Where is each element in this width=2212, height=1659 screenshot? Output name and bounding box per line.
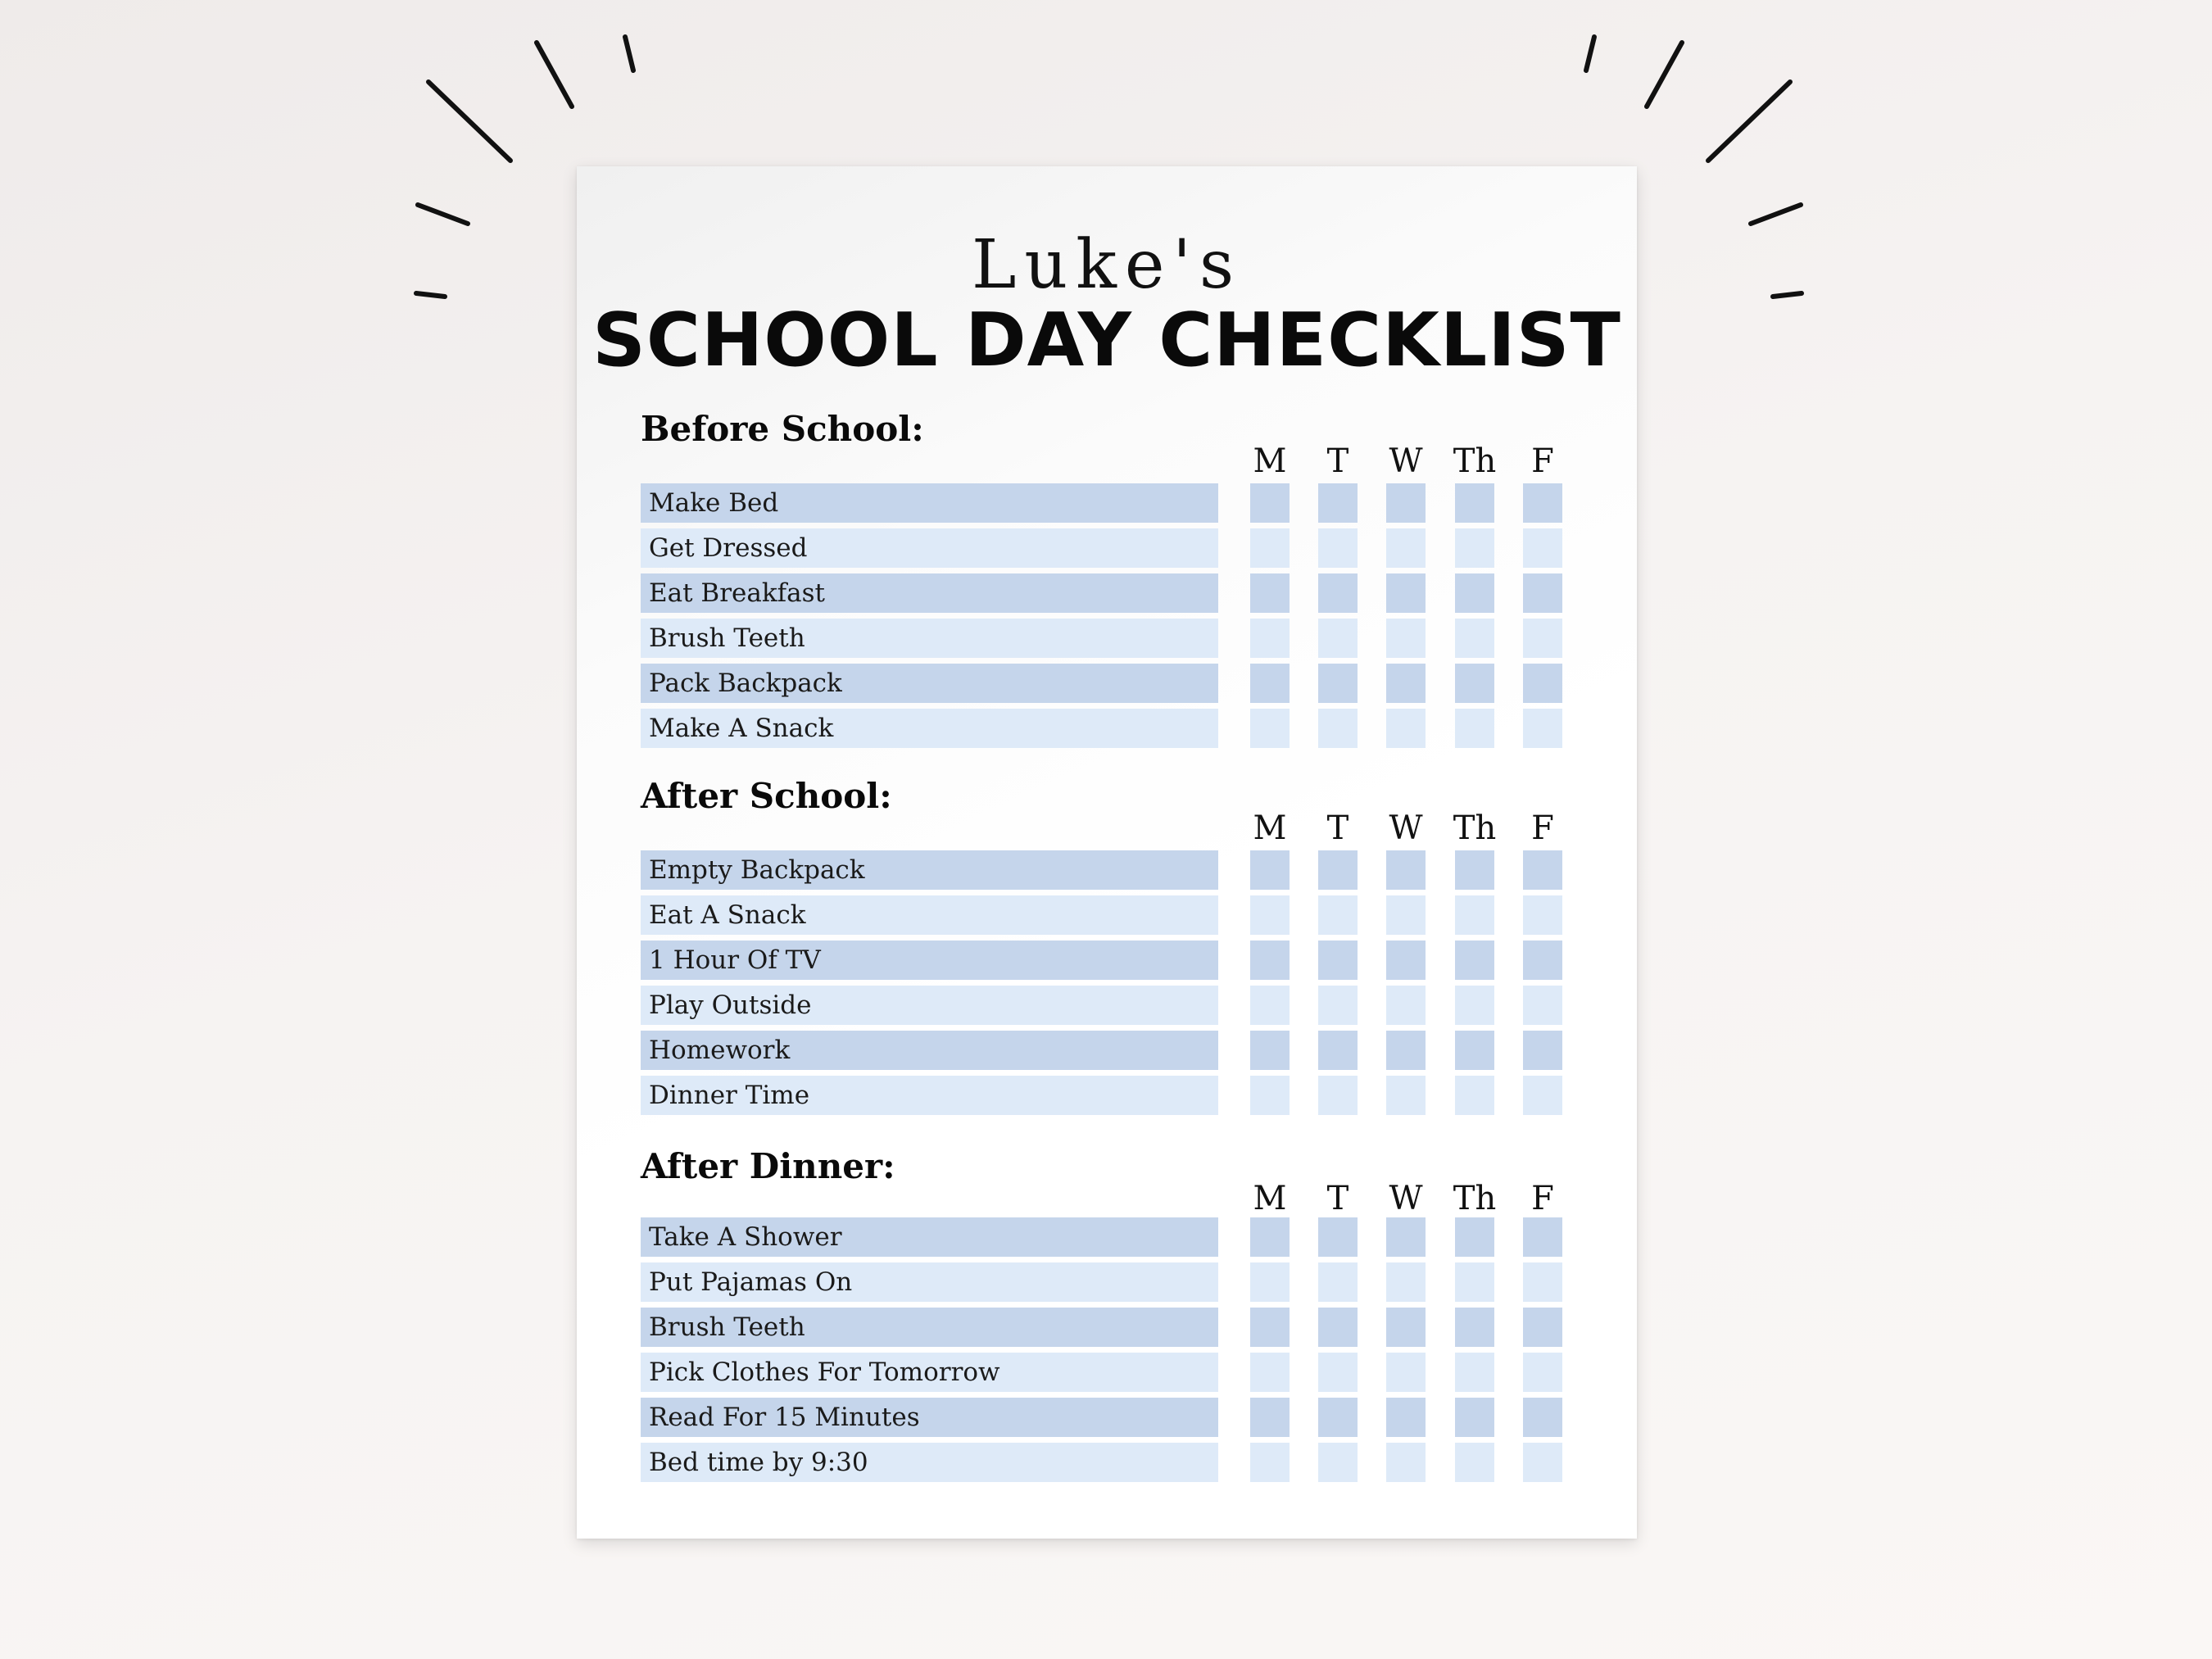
checkbox-thursday[interactable] (1455, 619, 1494, 658)
checkbox-wednesday[interactable] (1386, 1398, 1426, 1437)
task-row (641, 1262, 1562, 1302)
checklist-page (577, 166, 1637, 1539)
checkbox-wednesday[interactable] (1386, 1353, 1426, 1392)
task-label: Read For 15 Minutes (641, 1398, 1218, 1437)
checkbox-friday[interactable] (1523, 664, 1562, 703)
checkbox-tuesday[interactable] (1318, 1398, 1358, 1437)
checkbox-wednesday[interactable] (1386, 850, 1426, 890)
checkbox-wednesday[interactable] (1386, 619, 1426, 658)
checkbox-thursday[interactable] (1455, 1076, 1494, 1115)
checkbox-friday[interactable] (1523, 1031, 1562, 1070)
day-header-wednesday: W (1389, 442, 1423, 480)
day-header-tuesday: T (1326, 1180, 1349, 1217)
day-header-wednesday: W (1389, 809, 1423, 847)
checkbox-monday[interactable] (1250, 1308, 1290, 1347)
checkbox-friday[interactable] (1523, 986, 1562, 1025)
owner-name: Luke's (971, 226, 1243, 304)
checkbox-tuesday[interactable] (1318, 895, 1358, 935)
burst-line (1751, 205, 1801, 224)
checkbox-wednesday[interactable] (1386, 1076, 1426, 1115)
checkbox-thursday[interactable] (1455, 1308, 1494, 1347)
checkbox-thursday[interactable] (1455, 1262, 1494, 1302)
task-row (641, 664, 1562, 703)
burst-line (418, 205, 468, 224)
checkbox-tuesday[interactable] (1318, 483, 1358, 523)
checkbox-monday[interactable] (1250, 483, 1290, 523)
checkbox-thursday[interactable] (1455, 1353, 1494, 1392)
checkbox-monday[interactable] (1250, 573, 1290, 613)
checkbox-thursday[interactable] (1455, 1217, 1494, 1257)
day-header-wednesday: W (1389, 1180, 1423, 1217)
checkbox-tuesday[interactable] (1318, 664, 1358, 703)
checkbox-friday[interactable] (1523, 619, 1562, 658)
checkbox-friday[interactable] (1523, 528, 1562, 568)
task-label: Take A Shower (641, 1217, 1218, 1257)
checkbox-monday[interactable] (1250, 986, 1290, 1025)
day-header-tuesday: T (1326, 442, 1349, 480)
checkbox-tuesday[interactable] (1318, 941, 1358, 980)
burst-line (428, 82, 510, 161)
task-label: Homework (641, 1031, 1218, 1070)
checkbox-thursday[interactable] (1455, 1031, 1494, 1070)
task-row (641, 850, 1562, 890)
checkbox-tuesday[interactable] (1318, 619, 1358, 658)
task-row (641, 941, 1562, 980)
checkbox-friday[interactable] (1523, 1308, 1562, 1347)
checkbox-friday[interactable] (1523, 1217, 1562, 1257)
task-label: Eat A Snack (641, 895, 1218, 935)
task-label: Eat Breakfast (641, 573, 1218, 613)
checkbox-monday[interactable] (1250, 619, 1290, 658)
task-row (641, 619, 1562, 658)
checkbox-friday[interactable] (1523, 850, 1562, 890)
section-heading: After Dinner: (641, 1146, 895, 1186)
burst-line (625, 37, 633, 70)
checkbox-thursday[interactable] (1455, 850, 1494, 890)
task-label: Brush Teeth (641, 619, 1218, 658)
checkbox-wednesday[interactable] (1386, 573, 1426, 613)
day-header-monday: M (1253, 442, 1287, 480)
task-label: Bed time by 9:30 (641, 1443, 1218, 1482)
task-row (641, 709, 1562, 748)
checkbox-friday[interactable] (1523, 1262, 1562, 1302)
task-row (641, 483, 1562, 523)
task-row (641, 1398, 1562, 1437)
checkbox-thursday[interactable] (1455, 709, 1494, 748)
day-header-monday: M (1253, 1180, 1287, 1217)
checkbox-wednesday[interactable] (1386, 1443, 1426, 1482)
checkbox-wednesday[interactable] (1386, 895, 1426, 935)
task-row (641, 895, 1562, 935)
task-row (641, 1443, 1562, 1482)
checkbox-monday[interactable] (1250, 1353, 1290, 1392)
checkbox-friday[interactable] (1523, 941, 1562, 980)
task-label: Get Dressed (641, 528, 1218, 568)
checkbox-friday[interactable] (1523, 1398, 1562, 1437)
checkbox-wednesday[interactable] (1386, 1308, 1426, 1347)
burst-line (1773, 293, 1802, 297)
task-label: Make A Snack (641, 709, 1218, 748)
checkbox-thursday[interactable] (1455, 986, 1494, 1025)
checkbox-tuesday[interactable] (1318, 1308, 1358, 1347)
checkbox-thursday[interactable] (1455, 664, 1494, 703)
checkbox-thursday[interactable] (1455, 1398, 1494, 1437)
task-label: Pick Clothes For Tomorrow (641, 1353, 1218, 1392)
task-label: Put Pajamas On (641, 1262, 1218, 1302)
task-row (641, 528, 1562, 568)
checkbox-thursday[interactable] (1455, 895, 1494, 935)
day-header-monday: M (1253, 809, 1287, 847)
checkbox-thursday[interactable] (1455, 573, 1494, 613)
checkbox-monday[interactable] (1250, 1076, 1290, 1115)
checkbox-thursday[interactable] (1455, 1443, 1494, 1482)
checkbox-thursday[interactable] (1455, 941, 1494, 980)
burst-line (1647, 43, 1682, 107)
checkbox-wednesday[interactable] (1386, 664, 1426, 703)
checkbox-monday[interactable] (1250, 664, 1290, 703)
checkbox-tuesday[interactable] (1318, 709, 1358, 748)
task-row (641, 1076, 1562, 1115)
checkbox-tuesday[interactable] (1318, 986, 1358, 1025)
checkbox-monday[interactable] (1250, 895, 1290, 935)
checkbox-monday[interactable] (1250, 941, 1290, 980)
day-header-thursday: Th (1453, 442, 1497, 480)
checkbox-monday[interactable] (1250, 1217, 1290, 1257)
checkbox-tuesday[interactable] (1318, 1217, 1358, 1257)
section-heading: Before School: (641, 409, 924, 449)
day-header-friday: F (1531, 442, 1554, 480)
checkbox-monday[interactable] (1250, 528, 1290, 568)
checkbox-wednesday[interactable] (1386, 1217, 1426, 1257)
checkbox-friday[interactable] (1523, 895, 1562, 935)
checkbox-tuesday[interactable] (1318, 573, 1358, 613)
task-row (641, 1217, 1562, 1257)
task-label: Dinner Time (641, 1076, 1218, 1115)
checkbox-friday[interactable] (1523, 483, 1562, 523)
checkbox-tuesday[interactable] (1318, 1443, 1358, 1482)
checkbox-wednesday[interactable] (1386, 483, 1426, 523)
checkbox-friday[interactable] (1523, 1076, 1562, 1115)
checkbox-monday[interactable] (1250, 1262, 1290, 1302)
task-row (641, 986, 1562, 1025)
checkbox-monday[interactable] (1250, 709, 1290, 748)
checkbox-tuesday[interactable] (1318, 1262, 1358, 1302)
checkbox-tuesday[interactable] (1318, 1031, 1358, 1070)
burst-line (537, 43, 572, 107)
checkbox-tuesday[interactable] (1318, 528, 1358, 568)
day-header-friday: F (1531, 809, 1554, 847)
checkbox-wednesday[interactable] (1386, 1031, 1426, 1070)
day-header-tuesday: T (1326, 809, 1349, 847)
burst-line (1708, 82, 1790, 161)
checkbox-tuesday[interactable] (1318, 1353, 1358, 1392)
checkbox-friday[interactable] (1523, 1353, 1562, 1392)
checkbox-monday[interactable] (1250, 1443, 1290, 1482)
checkbox-friday[interactable] (1523, 1443, 1562, 1482)
checkbox-thursday[interactable] (1455, 483, 1494, 523)
day-header-thursday: Th (1453, 809, 1497, 847)
checkbox-wednesday[interactable] (1386, 986, 1426, 1025)
task-row (641, 1031, 1562, 1070)
task-label: Brush Teeth (641, 1308, 1218, 1347)
task-label: Pack Backpack (641, 664, 1218, 703)
day-header-thursday: Th (1453, 1180, 1497, 1217)
checkbox-monday[interactable] (1250, 1398, 1290, 1437)
checkbox-wednesday[interactable] (1386, 1262, 1426, 1302)
checkbox-friday[interactable] (1523, 573, 1562, 613)
checkbox-thursday[interactable] (1455, 528, 1494, 568)
checkbox-monday[interactable] (1250, 850, 1290, 890)
checkbox-tuesday[interactable] (1318, 850, 1358, 890)
task-label: Empty Backpack (641, 850, 1218, 890)
task-label: Make Bed (641, 483, 1218, 523)
task-label: Play Outside (641, 986, 1218, 1025)
task-row (641, 1353, 1562, 1392)
checkbox-wednesday[interactable] (1386, 528, 1426, 568)
task-row (641, 573, 1562, 613)
checkbox-tuesday[interactable] (1318, 1076, 1358, 1115)
checkbox-wednesday[interactable] (1386, 941, 1426, 980)
task-label: 1 Hour Of TV (641, 941, 1218, 980)
burst-line (416, 293, 445, 297)
burst-line (1586, 37, 1594, 70)
checkbox-friday[interactable] (1523, 709, 1562, 748)
task-row (641, 1308, 1562, 1347)
checkbox-monday[interactable] (1250, 1031, 1290, 1070)
checkbox-wednesday[interactable] (1386, 709, 1426, 748)
section-heading: After School: (641, 776, 892, 816)
page-title: SCHOOL DAY CHECKLIST (592, 297, 1621, 383)
day-header-friday: F (1531, 1180, 1554, 1217)
